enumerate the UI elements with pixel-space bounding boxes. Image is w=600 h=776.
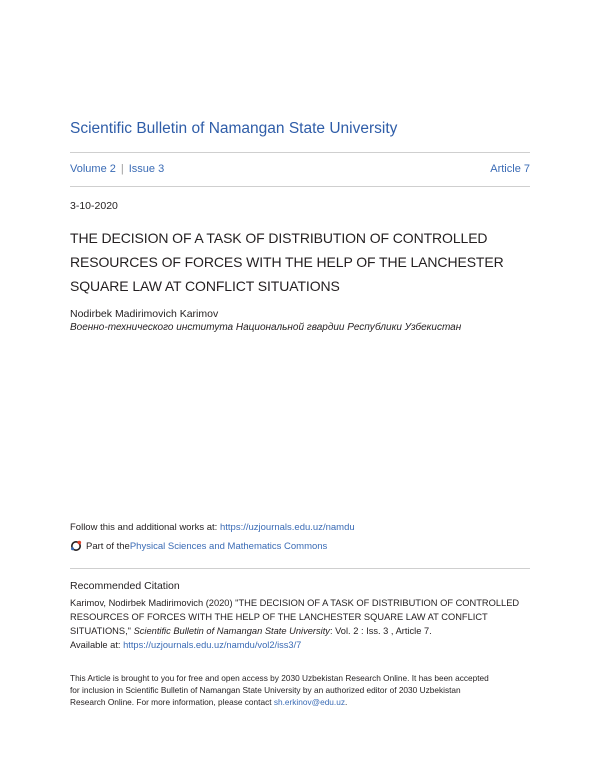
contact-email-link[interactable]: sh.erkinov@edu.uz [273, 697, 345, 707]
citation-prefix: SITUATIONS," [70, 626, 134, 636]
citation-line [70, 624, 532, 638]
follow-line [70, 522, 355, 533]
journal-title-link[interactable]: Scientific Bulletin of Namangan State University [70, 120, 398, 137]
citation-suffix: : Vol. 2 : Iss. 3 , Article 7. [329, 626, 432, 636]
citation-available [70, 638, 532, 652]
article-url-link[interactable]: https://uzjournals.edu.uz/namdu/vol2/iss3/7 [123, 640, 302, 650]
citation-line: Karimov, Nodirbek Madirimovich (2020) "THE DECISION OF A TASK OF DISTRIBUTION OF CONTROLLED [70, 598, 520, 608]
part-of-prefix: Part of the [86, 540, 130, 552]
citation-heading: Recommended Citation [70, 580, 180, 592]
follow-prefix: Follow this and additional works at: [70, 522, 220, 533]
author-name: Nodirbek Madirimovich Karimov [70, 308, 219, 320]
publication-date: 3-10-2020 [70, 200, 118, 212]
commons-network-icon [70, 540, 82, 552]
citation-text [70, 596, 532, 652]
footer-notice [70, 672, 532, 708]
title-line: RESOURCES OF FORCES WITH THE HELP OF THE LANCHESTER [70, 254, 504, 270]
divider-citation [70, 568, 530, 569]
issue-separator: | [120, 163, 124, 175]
part-of-line [70, 540, 327, 552]
article-link[interactable]: Article 7 [490, 163, 530, 175]
issue-link[interactable]: Issue 3 [128, 163, 165, 175]
footer-line: This Article is brought to you for free and open access by 2030 Uzbekistan Research Online. It has been accepted [70, 673, 489, 683]
follow-link[interactable]: https://uzjournals.edu.uz/namdu [219, 522, 355, 533]
available-prefix: Available at: [70, 640, 124, 650]
volume-link[interactable]: Volume 2 [70, 163, 116, 175]
footer-suffix: . [345, 697, 348, 707]
commons-link[interactable]: Physical Sciences and Mathematics Commons [129, 540, 328, 552]
title-line: SQUARE LAW AT CONFLICT SITUATIONS [70, 278, 340, 294]
title-line: THE DECISION OF A TASK OF DISTRIBUTION OF CONTROLLED [70, 230, 488, 246]
footer-line [70, 696, 532, 708]
divider-bottom [70, 186, 530, 187]
divider-top [70, 152, 530, 153]
footer-line: for inclusion in Scientific Bulletin of Namangan State University by an authorized editor of 2030 Uzbekistan [70, 685, 461, 695]
citation-line: RESOURCES OF FORCES WITH THE HELP OF THE LANCHESTER SQUARE LAW AT CONFLICT [70, 612, 488, 622]
footer-prefix: Research Online. For more information, please contact [70, 697, 274, 707]
citation-journal: Scientific Bulletin of Namangan State University [133, 626, 330, 636]
author-affiliation: Военно-технического института Национальной гвардии Республики Узбекистан [70, 322, 462, 333]
article-title [70, 226, 530, 298]
